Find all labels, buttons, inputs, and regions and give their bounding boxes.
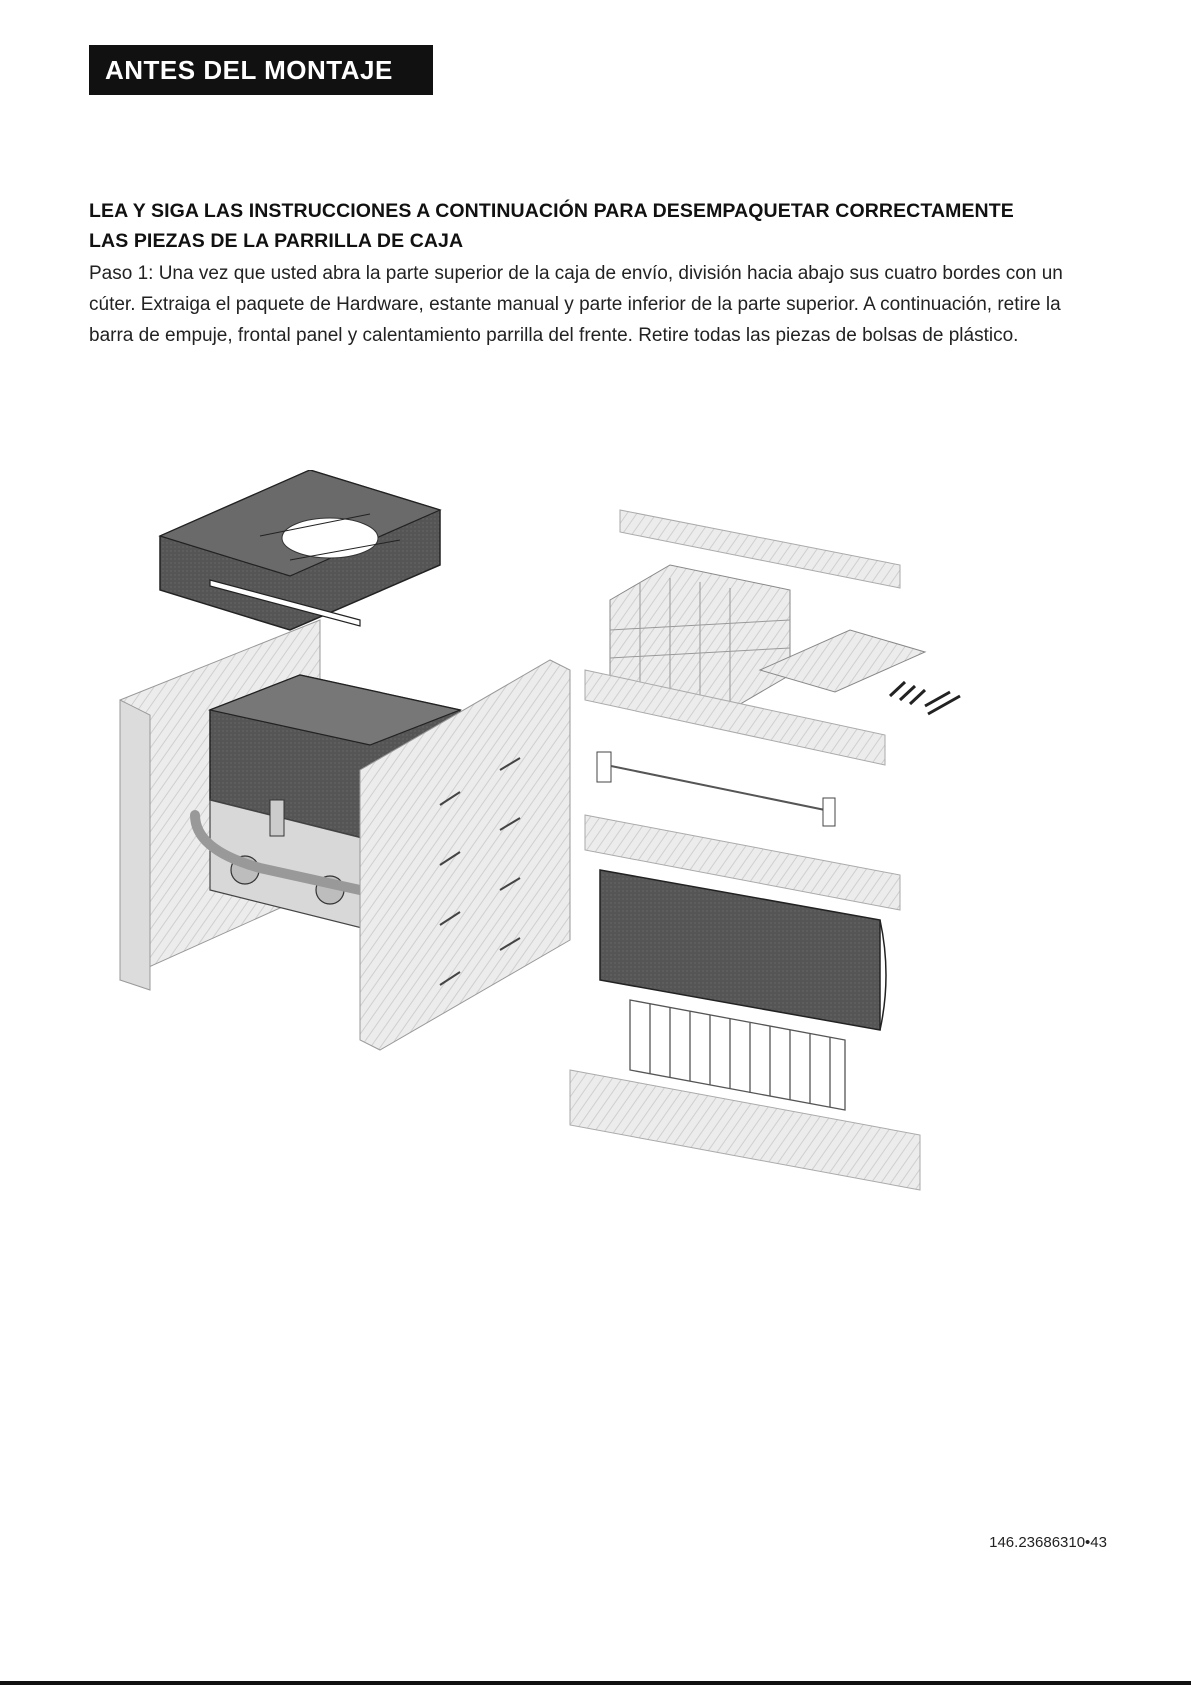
step-1-text: Paso 1: Una vez que usted abra la parte superior de la caja de envío, división hacia abajo sus cuatro bordes con un cúter. Extraiga el paquete de Hardware, estante manual y parte inferior de la parte superior. A continuación, retire la barra de empuje, frontal panel y calentamiento parrilla del frente. Retire todas las piezas de bolsas de plástico.	[89, 263, 1063, 346]
instructions-heading	[89, 196, 1079, 256]
heading-line-2: LAS PIEZAS DE LA PARRILLA DE CAJA	[89, 230, 464, 252]
push-bar	[597, 752, 835, 826]
heading-line-1: LEA Y SIGA LAS INSTRUCCIONES A CONTINUACIÓN PARA DESEMPAQUETAR CORRECTAMENTE	[89, 200, 1014, 222]
section-banner	[89, 45, 433, 95]
page-number: 146.23686310•43	[989, 1534, 1107, 1551]
top-tray	[160, 470, 440, 630]
unpacking-illustration	[110, 470, 970, 1260]
bottom-divider	[0, 1681, 1191, 1685]
exploded-packaging-diagram	[110, 470, 970, 1260]
hardware-bolts	[890, 682, 960, 714]
section-banner-label: ANTES DEL MONTAJE	[105, 55, 393, 85]
foam-strip-bottom	[570, 1070, 920, 1190]
